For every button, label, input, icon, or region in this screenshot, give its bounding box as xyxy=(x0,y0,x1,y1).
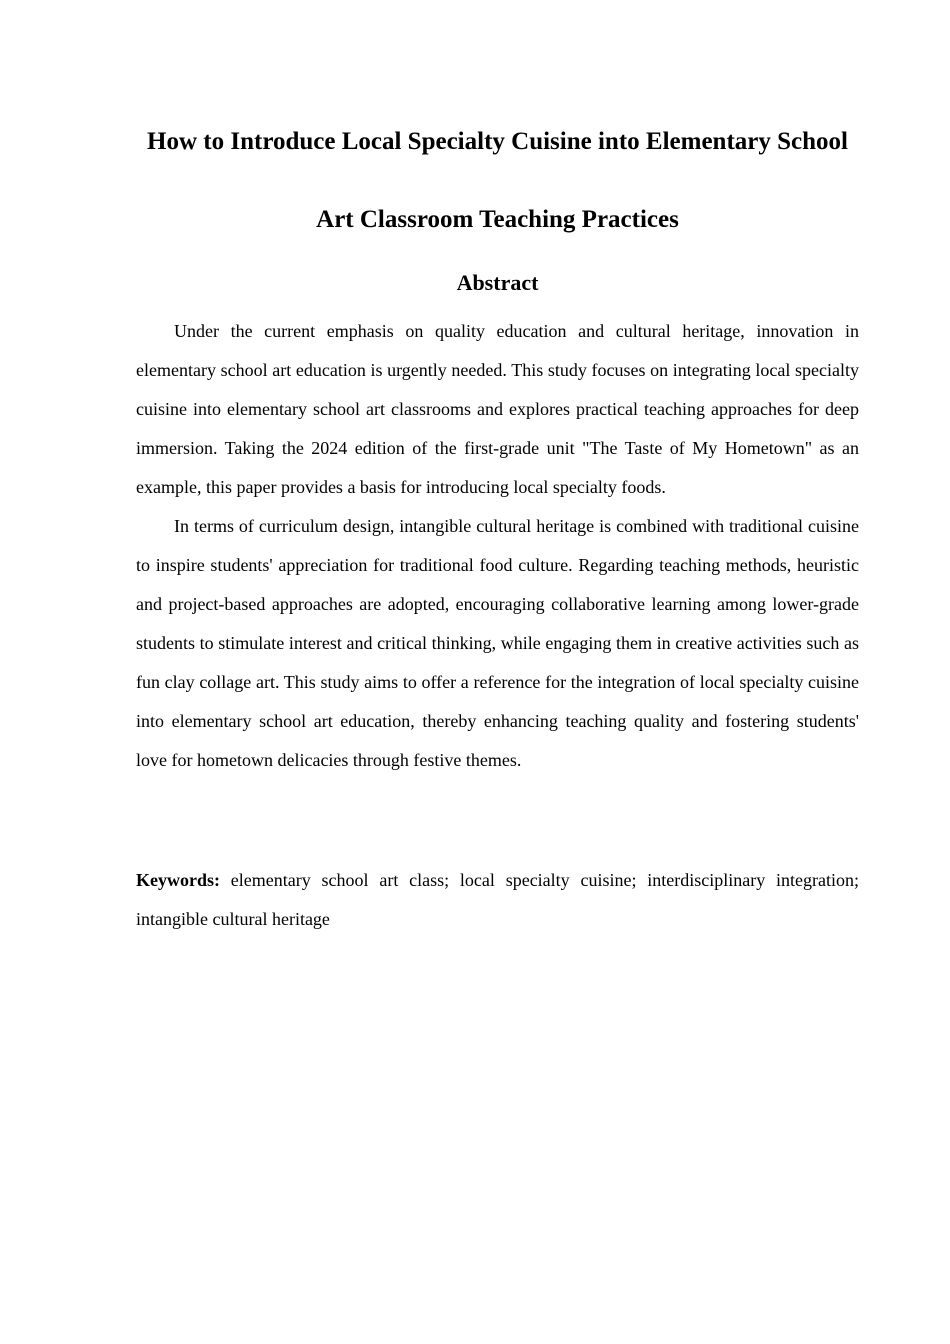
keywords-text: elementary school art class; local specialty cuisine; interdisciplinary integration; intangible cultural heritage xyxy=(136,870,859,929)
abstract-paragraph-1: Under the current emphasis on quality education and cultural heritage, innovation in elementary school art education is urgently needed. This study focuses on integrating local specialty cuisine into elementary school art classrooms and explores practical teaching approaches for deep immersion. Taking the 2024 edition of the first-grade unit "The Taste of My Hometown" as an example, this paper provides a basis for introducing local specialty foods. xyxy=(136,321,859,497)
abstract-paragraph-2: In terms of curriculum design, intangible cultural heritage is combined with traditional cuisine to inspire students' appreciation for traditional food culture. Regarding teaching methods, heuristic and project-based approaches are adopted, encouraging collaborative learning among lower-grade students to stimulate interest and critical thinking, while engaging them in creative activities such as fun clay collage art. This study aims to offer a reference for the integration of local specialty cuisine into elementary school art education, thereby enhancing teaching quality and fostering students' love for hometown delicacies through festive themes. xyxy=(136,516,859,770)
paper-title-line-2: Art Classroom Teaching Practices xyxy=(316,206,679,233)
paper-title-line-1: How to Introduce Local Specialty Cuisine into Elementary School xyxy=(147,128,848,155)
keywords-line xyxy=(136,861,859,939)
keywords-label: Keywords: xyxy=(136,870,220,890)
abstract-heading: Abstract xyxy=(456,270,539,295)
abstract-body xyxy=(136,312,859,780)
keywords-section xyxy=(136,861,859,939)
paper-title xyxy=(126,103,869,259)
